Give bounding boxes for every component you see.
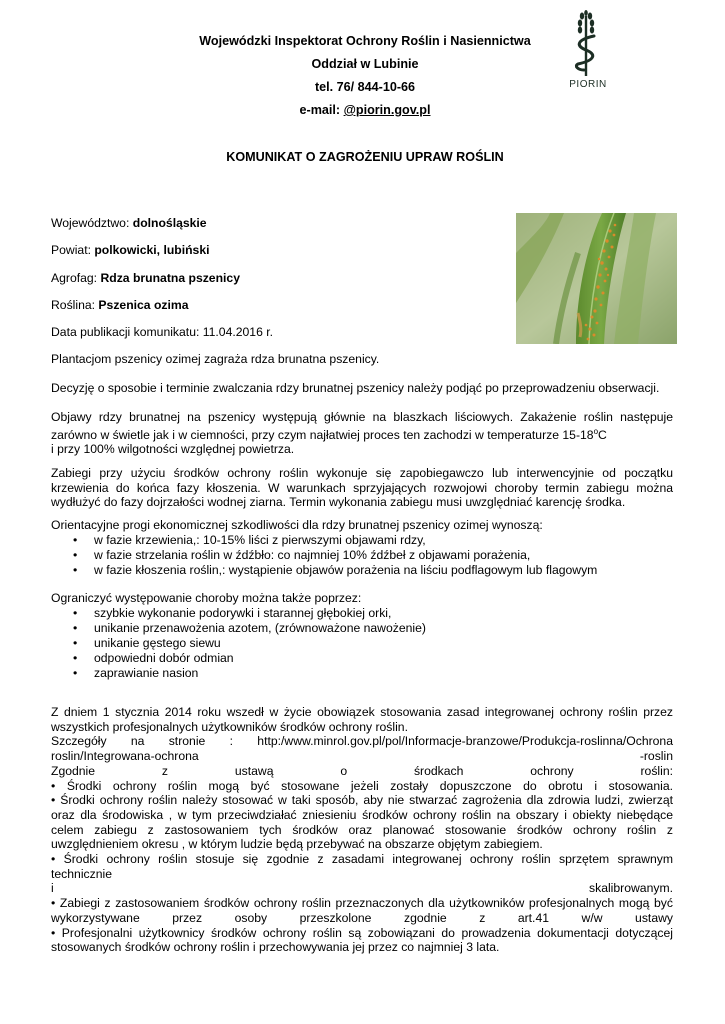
- paragraph-treatment: Zabiegi przy użyciu środków ochrony roślin wykonuje się zapobiegawczo lub interwencyjnie od początku krzewienia do końca fazy kłoszenia. W warunkach sprzyjających rozwojowi choroby termin zabiegu można wydłużyć do fazy dojrzałości wodnej ziarna. Termin wykonania zabiegu musi uwzględniać karencję środka.: [51, 466, 673, 510]
- limitation-section: [51, 591, 681, 681]
- law-line-2: wszystkich profesjonalnych użytkowników środków ochrony roślin.: [51, 719, 408, 734]
- voivodeship-value: dolnośląskie: [132, 216, 207, 230]
- law-section: [51, 705, 673, 955]
- org-name: Wojewódzki Inspektorat Ochrony Roślin i Nasiennictwa: [199, 34, 531, 48]
- paragraph-symptoms: [51, 410, 673, 457]
- county-value: polkowicki, lubiński: [94, 243, 210, 257]
- logo-text: PIORIN: [569, 79, 607, 90]
- wheat-leaf-rust-photo: [516, 213, 677, 344]
- list-item: • unikanie gęstego siewu: [51, 636, 681, 651]
- symptoms-humidity: i przy 100% wilgotności względnej powietrza.: [51, 442, 295, 457]
- symptoms-text: Objawy rdzy brunatnej na pszenicy występują głównie na blaszkach liściowych. Zakażenie roślin następuje zarówno w świetle jak i w ciemności, przy czym najłatwiej proces ten zachodzi w temperaturze 15-18: [51, 410, 673, 442]
- leaf-photo-illustration: [516, 213, 677, 344]
- law-details-link[interactable]: Szczegóły na stronie : http:/www.minrol.gov.pl/pol/Informacje-branzowe/Produkcja-roslinna/Ochrona: [51, 734, 673, 749]
- law-bullet-3-end: skalibrowanym.: [589, 881, 673, 896]
- law-bullet-4-continuation: wykorzystywane przez osoby przeszkolone zgodnie z art.41 w/w ustawy: [51, 910, 673, 925]
- limitation-intro: Ograniczyć występowanie choroby można także poprzez:: [51, 591, 362, 605]
- law-bullet-3-i: i: [51, 881, 54, 896]
- plant-value: Pszenica ozima: [98, 298, 189, 312]
- email-label: e-mail:: [299, 103, 344, 117]
- law-bullet-3: • Środki ochrony roślin stosuje się zgodnie z zasadami integrowanej ochrony roślin sprzętem sprawnym technicznie: [51, 852, 673, 881]
- info-plant: [51, 298, 189, 312]
- date-value: 11.04.2016 r.: [202, 325, 273, 339]
- email-link[interactable]: @piorin.gov.pl: [343, 103, 431, 117]
- list-item: • zaprawianie nasion: [51, 666, 681, 681]
- county-label: Powiat:: [51, 243, 95, 257]
- law-bullet-2: • Środki ochrony roślin należy stosować w taki sposób, aby nie stwarzać zagrożenia dla zdrowia ludzi, zwierząt oraz dla środowiska , w tym przeciwdziałać zniesieniu środków ochrony roślin na obszary i obiekty niebędące celem zabiegu z zastosowaniem tych środków oraz planować stosowanie środków ochrony roślin z uwzględnieniem okresu , w którym ludzie będą przebywać na obszarze objętym zabiegiem.: [51, 793, 673, 852]
- email-line: [40, 99, 690, 122]
- list-item: • w fazie krzewienia,: 10-15% liści z pierwszymi objawami rdzy,: [51, 533, 681, 548]
- list-item: • szybkie wykonanie podorywki i starannej głębokiej orki,: [51, 606, 681, 621]
- thresholds-section: [51, 518, 681, 578]
- law-link-continuation: [51, 749, 673, 764]
- date-label: Data publikacji komunikatu:: [51, 325, 203, 339]
- plant-label: Roślina:: [51, 298, 99, 312]
- law-act-intro: Zgodnie z ustawą o środkach ochrony roślin:: [51, 763, 673, 778]
- unit-celsius: C: [598, 427, 607, 442]
- thresholds-intro: Orientacyjne progi ekonomicznej szkodliwości dla rdzy brunatnej pszenicy ozimej wynoszą:: [51, 518, 543, 532]
- list-item: • odpowiedni dobór odmian: [51, 651, 681, 666]
- degree-sign: o: [593, 426, 599, 436]
- law-bullet-1: • Środki ochrony roślin mogą być stosowane jeżeli zostały dopuszczone do obrotu i stosowania.: [51, 778, 673, 793]
- law-line-1: Z dniem 1 stycznia 2014 roku wszedł w życie obowiązek stosowania zasad integrowanej ochrony roślin przez: [51, 705, 673, 719]
- phone: tel. 76/ 844-10-66: [314, 80, 416, 94]
- link-part[interactable]: roslin/Integrowana-ochrona: [51, 749, 199, 764]
- list-item: • unikanie przenawożenia azotem, (zrównoważone nawożenie): [51, 621, 681, 636]
- info-pest: [51, 271, 240, 285]
- info-county: [51, 243, 210, 257]
- paragraph-threat: Plantacjom pszenicy ozimej zagraża rdza brunatna pszenicy.: [51, 352, 380, 366]
- law-bullet-4: • Zabiegi z zastosowaniem środków ochrony roślin przeznaczonych dla użytkowników profesjonalnych mogą być: [51, 896, 673, 911]
- info-date: [51, 325, 273, 339]
- limitation-list: [51, 606, 681, 681]
- list-item: • w fazie kłoszenia roślin,: wystąpienie objawów porażenia na liściu podflagowym lub flagowym: [51, 563, 681, 578]
- wheat-snake-icon: [560, 10, 616, 80]
- document-title: KOMUNIKAT O ZAGROŻENIU UPRAW ROŚLIN: [226, 150, 504, 164]
- pest-label: Agrofag:: [51, 271, 101, 285]
- pest-value: Rdza brunatna pszenicy: [100, 271, 240, 285]
- info-voivodeship: [51, 216, 207, 230]
- paragraph-decision: Decyzję o sposobie i terminie zwalczania rdzy brunatnej pszenicy należy podjąć po przeprowadzeniu obserwacji.: [51, 381, 660, 395]
- voivodeship-label: Województwo:: [51, 216, 133, 230]
- law-bullet-5: • Profesjonalni użytkownicy środków ochrony roślin są zobowiązani do prowadzenia dokumentacji dotyczącej stosowanych środków ochrony roślin i przechowywania jej przez co najmniej 3 lata.: [51, 925, 673, 955]
- link-part-end[interactable]: -roslin: [639, 749, 673, 764]
- law-bullet-3-continuation: [51, 881, 673, 896]
- piorin-logo: [560, 10, 616, 90]
- list-item: • w fazie strzelania roślin w źdźbło: co najmniej 10% źdźbeł z objawami porażenia,: [51, 548, 681, 563]
- branch-name: Oddział w Lubinie: [311, 57, 419, 71]
- thresholds-list: [51, 533, 681, 578]
